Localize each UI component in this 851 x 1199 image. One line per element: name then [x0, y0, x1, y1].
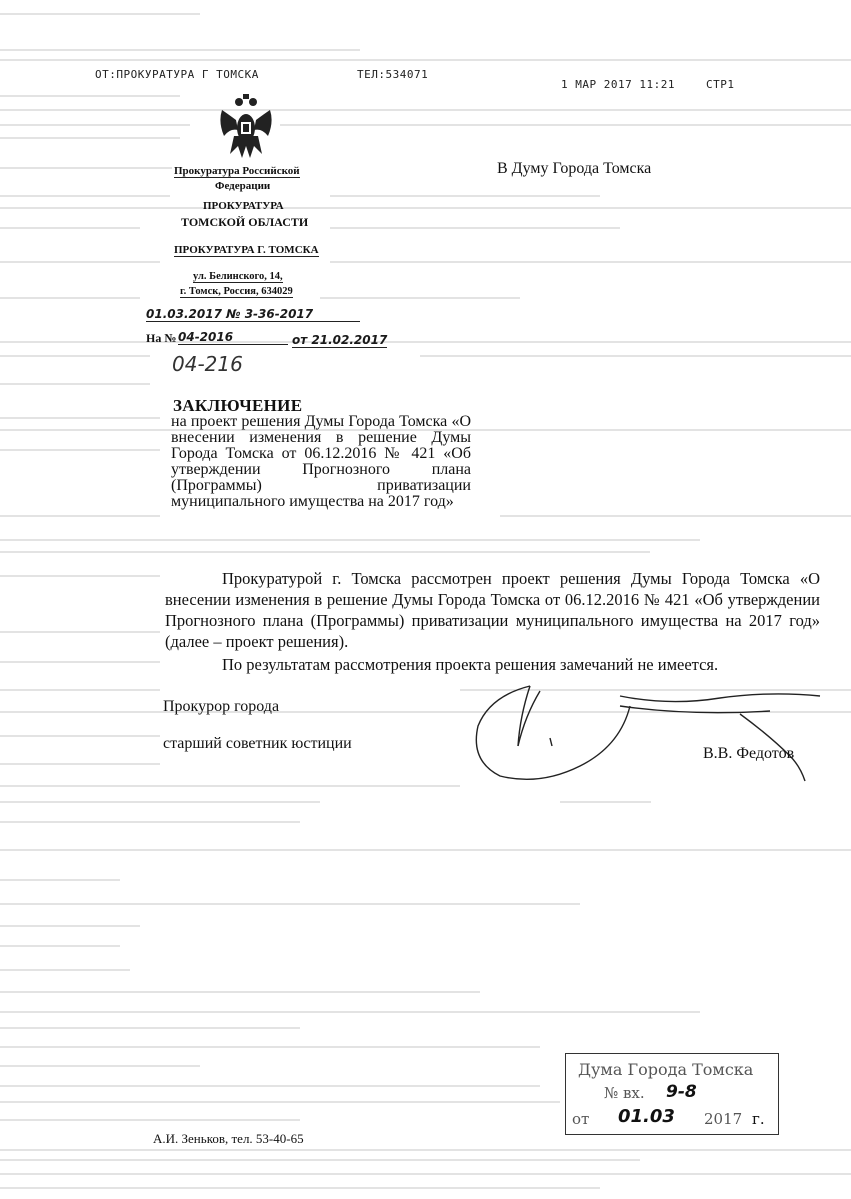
signatory-rank: старший советник юстиции — [163, 735, 352, 752]
signatory-name: В.В. Федотов — [703, 745, 795, 762]
stamp-date-prefix: от — [572, 1110, 590, 1128]
outgoing-reference: 01.03.2017 № 3-36-2017 — [146, 307, 360, 322]
recipient: В Думу Города Томска — [497, 160, 652, 177]
in-reply-label: На № — [146, 331, 177, 345]
body-paragraph-2: По результатам рассмотрения проекта решения замечаний не имеется. — [222, 655, 719, 674]
sender-address-line1: ул. Белинского, 14, — [193, 271, 283, 282]
stamp-number-label: № вх. — [604, 1084, 645, 1102]
stamp-date-value: 01.03 — [618, 1106, 675, 1127]
sender-org-line1: Прокуратура Российской — [174, 165, 300, 177]
sender-address-line2: г. Томск, Россия, 634029 — [180, 286, 293, 297]
executor-contact: А.И. Зеньков, тел. 53-40-65 — [153, 1131, 304, 1146]
signatory-position: Прокурор города — [163, 698, 280, 715]
stamp-title: Дума Города Томска — [578, 1060, 754, 1079]
sender-org-line2: Федерации — [215, 180, 271, 192]
in-reply-number: 04-2016 — [178, 330, 288, 345]
sender-org-line3: ПРОКУРАТУРА — [203, 200, 284, 212]
in-reply-date: от 21.02.2017 — [292, 333, 388, 347]
double-headed-eagle-emblem-icon — [216, 92, 276, 162]
registration-stamp — [565, 1053, 779, 1135]
conclusion-subtitle: на проект решения Думы Города Томска «О внесении изменения в решение Думы Города Томска от 06.12.2016 № 421 «Об утверждении Прогнозного плана (Программы) приватизации муниципального имущества на 2017 год» — [171, 413, 471, 510]
stamp-number-value: 9-8 — [666, 1082, 697, 1102]
conclusion-title: ЗАКЛЮЧЕНИЕ — [173, 396, 303, 415]
fax-sender: ОТ:ПРОКУРАТУРА Г ТОМСКА — [95, 68, 259, 81]
fax-transmission-header — [0, 68, 851, 91]
body-paragraph-1: Прокуратурой г. Томска рассмотрен проект решения Думы Города Томска «О внесении изменения в решение Думы Города Томска от 06.12.2016 № 421 «Об утверждении Прогнозного плана (Программы) приватизации муниципального имущества на 2017 год» (далее – проект решения). — [165, 569, 820, 651]
handwritten-signature-icon — [470, 676, 850, 786]
sender-org-line4: ТОМСКОЙ ОБЛАСТИ — [181, 215, 309, 229]
sender-org-line5: ПРОКУРАТУРА Г. ТОМСКА — [174, 244, 319, 256]
handwritten-note: 04-216 — [172, 352, 243, 376]
stamp-year-suffix: г. — [752, 1110, 765, 1128]
fax-datetime: 1 МАР 2017 11:21 — [561, 78, 675, 91]
fax-page-number: СТР1 — [706, 78, 735, 91]
fax-phone: ТЕЛ:534071 — [357, 68, 429, 81]
stamp-year: 2017 — [704, 1110, 743, 1128]
